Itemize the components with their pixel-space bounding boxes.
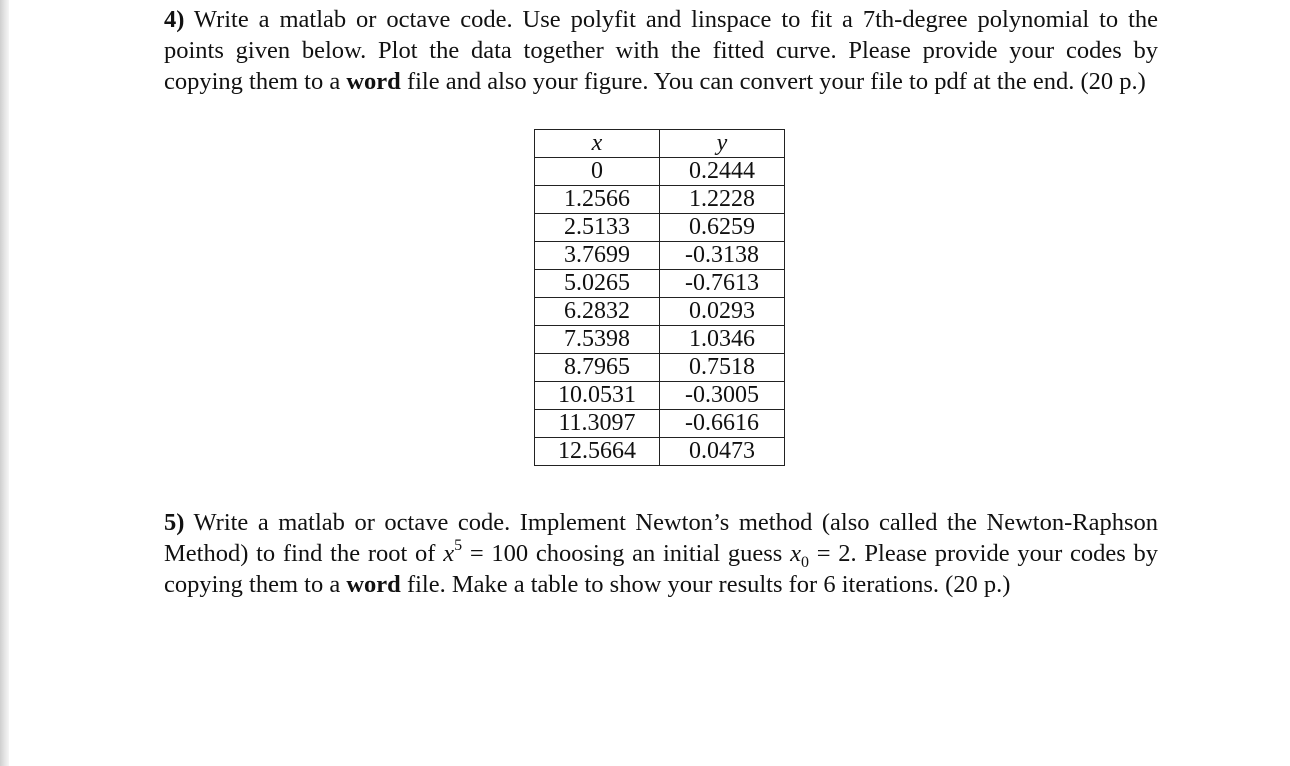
question-5-text-1: Write a matlab or octave code. Implement Newton’s method (also called the Newton-Raphson Method) to find the root of [164,509,1158,567]
table-row [535,326,785,354]
cell-x-value: 3.7699 [535,242,660,270]
column-header-x: x [535,130,660,158]
cell-x-value: 2.5133 [535,214,660,242]
table-row [535,382,785,410]
cell-x-value: 12.5664 [535,438,660,466]
table-row [535,242,785,270]
cell-y-value: 0.6259 [660,214,785,242]
question-5-text-4: file. Make a table to show your results for 6 iterations. (20 p.) [406,571,1011,598]
cell-y-value: 1.0346 [660,326,785,354]
initial-guess-subscript: 0 [800,553,809,571]
cell-y-value: 0.7518 [660,354,785,382]
data-points-table [534,129,785,466]
cell-x-value: 5.0265 [535,270,660,298]
cell-y-value: -0.6616 [660,410,785,438]
question-5-text-3: = 2. Please provide your codes by copying them to a [164,540,1159,598]
cell-x-value: 6.2832 [535,298,660,326]
table-row [535,158,785,186]
table-row [535,214,785,242]
cell-y-value: 1.2228 [660,186,785,214]
question-4-word-keyword: word [346,68,401,95]
table-row [535,298,785,326]
cell-y-value: 0.2444 [660,158,785,186]
cell-y-value: 0.0293 [660,298,785,326]
question-5-word-keyword: word [346,571,401,598]
cell-x-value: 10.0531 [535,382,660,410]
question-4 [164,4,1158,97]
question-5-text-2: = 100 choosing an initial guess [469,540,783,567]
cell-x-value: 1.2566 [535,186,660,214]
table-row [535,186,785,214]
table-header-row [535,130,785,158]
question-4-text-end: file and also your figure. You can convert your file to pdf at the end. (20 p.) [406,68,1146,95]
cell-x-value: 7.5398 [535,326,660,354]
cell-y-value: -0.3138 [660,242,785,270]
table-row [535,438,785,466]
cell-x-value: 8.7965 [535,354,660,382]
cell-y-value: -0.7613 [660,270,785,298]
table-row [535,270,785,298]
equation-variable-x: x [443,540,455,567]
table-row [535,354,785,382]
question-4-text: Write a matlab or octave code. Use polyfit and linspace to fit a 7th-degree polynomial to the points given below. Plot the data together with the fitted curve. Please provide your codes by copying them to a [164,6,1158,95]
cell-y-value: -0.3005 [660,382,785,410]
equation-exponent: 5 [454,536,463,554]
table-body [535,158,785,466]
table-row [535,410,785,438]
cell-y-value: 0.0473 [660,438,785,466]
cell-x-value: 0 [535,158,660,186]
initial-guess-variable: x [790,540,801,567]
question-5 [164,507,1158,600]
question-5-number: 5) [164,509,185,536]
column-header-y: y [660,130,785,158]
cell-x-value: 11.3097 [535,410,660,438]
question-4-number: 4) [164,6,185,33]
